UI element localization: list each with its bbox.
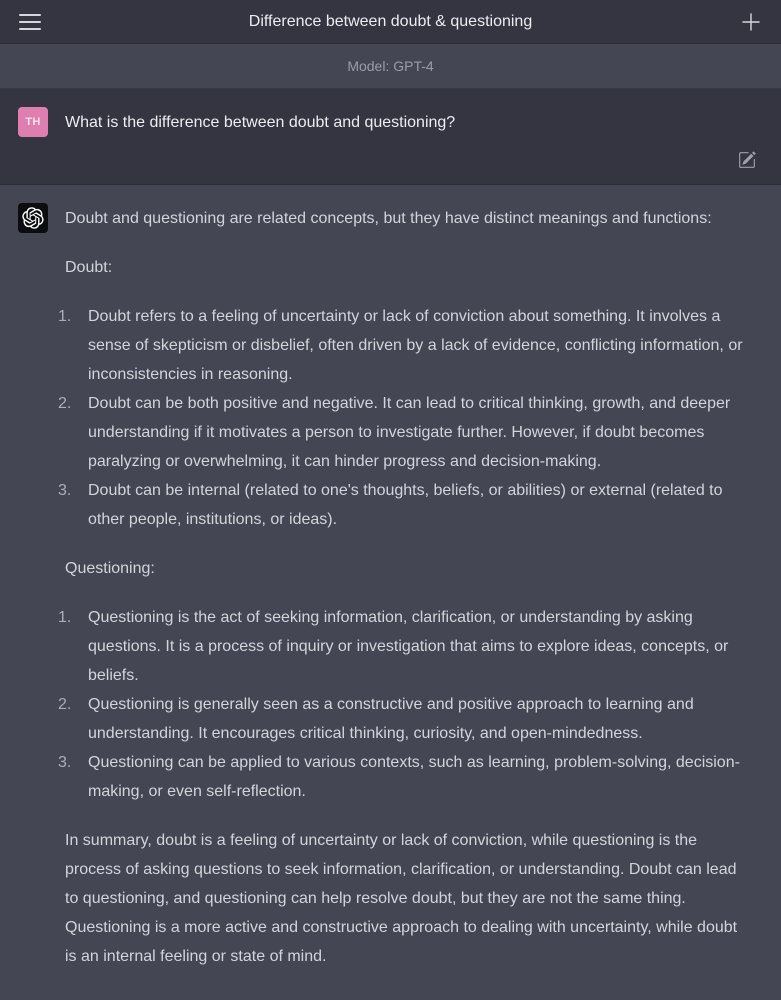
hamburger-icon	[19, 14, 41, 30]
user-message	[0, 89, 781, 185]
assistant-paragraph: Questioning:	[65, 560, 155, 577]
list-item	[58, 748, 747, 806]
menu-button[interactable]	[14, 6, 46, 38]
assistant-message-content	[58, 203, 747, 971]
list-item-text: Doubt can be both positive and negative. It can lead to critical thinking, growth, and deeper understanding if it motivates a person to investigate further. However, if doubt becomes paralyzing or overwhelming, it can hinder progress and decision-making.	[88, 395, 731, 470]
list-item	[58, 389, 747, 476]
list-item-number: 3.	[58, 482, 72, 499]
chat-title: Difference between doubt & questioning	[248, 12, 533, 30]
plus-icon	[740, 11, 762, 33]
list-item-text: Questioning is generally seen as a constructive and positive approach to learning and understanding. It encourages critical thinking, curiosity, and open-mindedness.	[88, 696, 694, 742]
ordered-list	[58, 302, 747, 534]
edit-icon	[738, 151, 756, 169]
assistant-paragraph: Doubt:	[65, 259, 113, 276]
user-message-text: What is the difference between doubt and questioning?	[65, 114, 456, 131]
assistant-paragraph: Doubt and questioning are related concepts, but they have distinct meanings and functions:	[65, 210, 712, 227]
ordered-list	[58, 603, 747, 806]
list-item-text: Questioning can be applied to various contexts, such as learning, problem-solving, decision-making, or even self-reflection.	[88, 754, 740, 800]
list-item	[58, 690, 747, 748]
list-item	[58, 476, 747, 534]
list-item-text: Questioning is the act of seeking information, clarification, or understanding by asking questions. It is a process of inquiry or investigation that aims to explore ideas, concepts, or beliefs.	[88, 609, 729, 684]
list-item-number: 1.	[58, 308, 72, 325]
edit-message-button[interactable]	[737, 150, 757, 170]
openai-logo-icon	[22, 207, 44, 229]
list-item	[58, 302, 747, 389]
new-chat-button[interactable]	[735, 6, 767, 38]
user-avatar: TH	[18, 107, 48, 137]
assistant-avatar	[18, 203, 48, 233]
list-item-number: 3.	[58, 754, 72, 771]
list-item-number: 1.	[58, 609, 72, 626]
assistant-message	[0, 185, 781, 995]
list-item	[58, 603, 747, 690]
list-item-text: Doubt refers to a feeling of uncertainty or lack of conviction about something. It involves a sense of skepticism or disbelief, often driven by a lack of evidence, conflicting information, or inconsistencies in reasoning.	[88, 308, 743, 383]
model-bar	[0, 44, 781, 89]
list-item-number: 2.	[58, 696, 72, 713]
model-label: Model: GPT-4	[347, 58, 434, 74]
assistant-paragraph: In summary, doubt is a feeling of uncertainty or lack of conviction, while questioning is the process of asking questions to seek information, clarification, or understanding. Doubt can lead to questioning, and questioning can help resolve doubt, but they are not the same thing. Questioning is a more active and constructive approach to dealing with uncertainty, while doubt is an internal feeling or state of mind.	[65, 832, 738, 965]
top-bar	[0, 0, 781, 44]
list-item-text: Doubt can be internal (related to one's thoughts, beliefs, or abilities) or external (related to other people, institutions, or ideas).	[88, 482, 723, 528]
list-item-number: 2.	[58, 395, 72, 412]
